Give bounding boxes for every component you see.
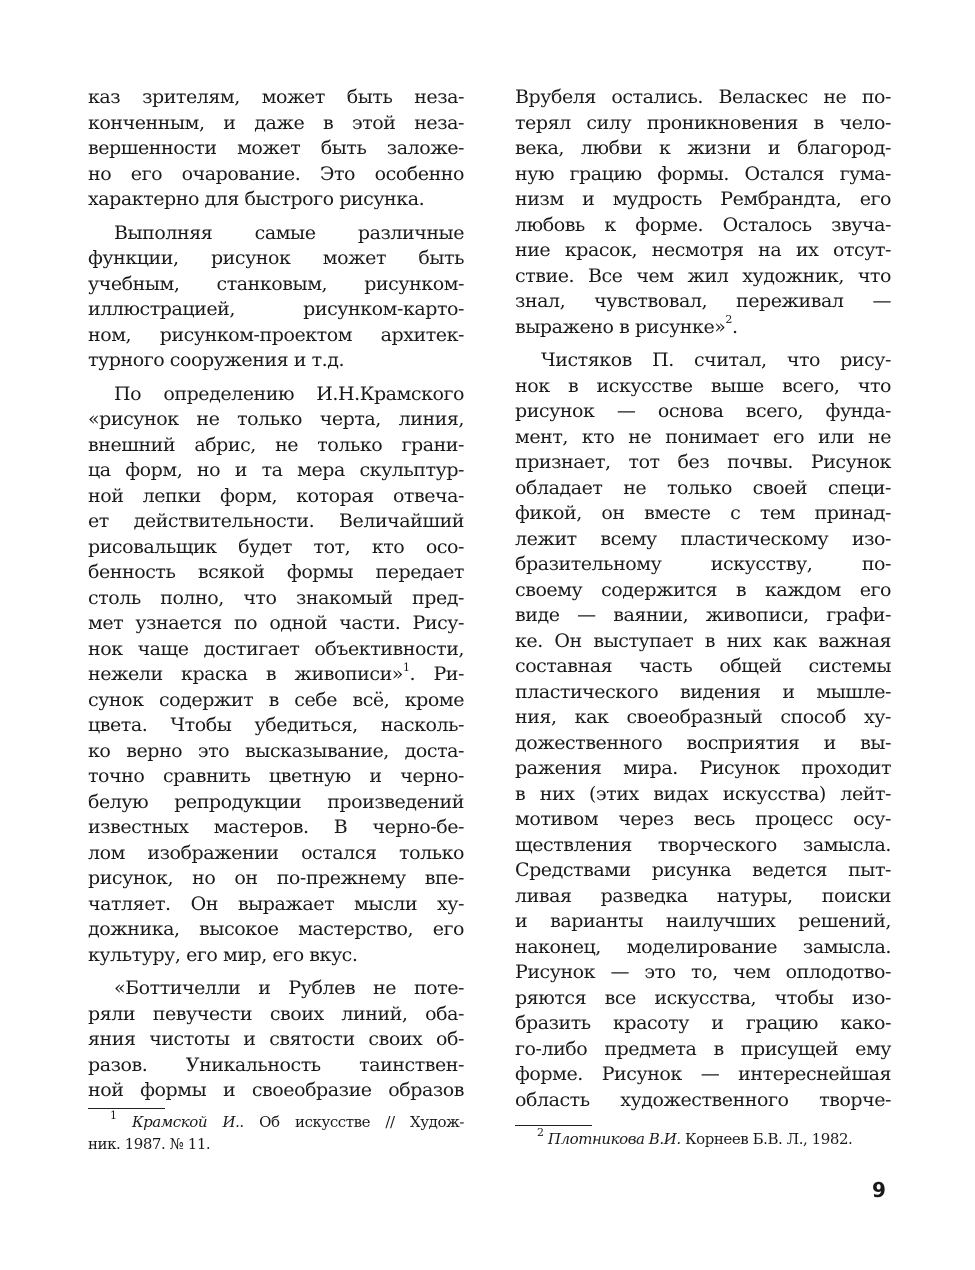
- footnote-text-line2: ник. 1987. № 11.: [88, 1135, 211, 1153]
- text-line: и варианты наилучших решений,: [515, 910, 891, 932]
- text-line: столь полно, что знакомый пред-: [88, 586, 464, 609]
- text-line: рисунок — основа всего, фунда-: [515, 400, 891, 422]
- footnote-text: . Об искусстве // Худож-: [239, 1113, 464, 1131]
- text-line: наконец, моделирование замысла.: [515, 935, 891, 958]
- text-line: ет действительности. Величайший: [88, 510, 464, 532]
- text-line: ной формы и своеобразие образов: [88, 1079, 464, 1101]
- text-line: ряются все искусства, чтобы изо-: [515, 986, 891, 1009]
- text-line: ражения мира. Рисунок проходит: [515, 757, 891, 779]
- left-text-column: [88, 85, 464, 1104]
- text-line: Рисунок — это то, чем оплодотво-: [515, 961, 891, 983]
- text-line: бразить красоту и грацию како-: [515, 1012, 891, 1034]
- text-line: чатляет. Он выражает мысли ху-: [88, 892, 464, 915]
- text-line: белую репродукции произведений: [88, 790, 464, 813]
- footnote-divider-right: [515, 1125, 592, 1126]
- text-line: внешний абрис, не только грани-: [88, 433, 464, 456]
- footnote-left: [88, 1111, 464, 1155]
- text-line: характерно для быстрого рисунка.: [88, 188, 425, 210]
- paragraph-gap: [88, 213, 464, 221]
- text-line: лом изображении остался только: [88, 841, 464, 864]
- text-line: конченным, и даже в этой неза-: [88, 111, 464, 134]
- paragraph-gap: [88, 374, 464, 382]
- paragraph-gap: [515, 340, 891, 348]
- text-line: терял силу проникновения в чело-: [515, 111, 891, 134]
- text-line: признает, тот без почвы. Рисунок: [515, 451, 891, 473]
- text-line: низм и мудрость Рембрандта, его: [515, 188, 891, 210]
- text-line: ние красок, несмотря на их отсут-: [515, 239, 891, 261]
- text-line: ную грацию формы. Остался гума-: [515, 162, 891, 185]
- text-line: своему содержится в каждом его: [515, 578, 891, 601]
- text-line: разов. Уникальность таинствен-: [88, 1053, 464, 1076]
- footnote-reference: 2: [725, 313, 732, 327]
- text-line: бразительному искусству, по-: [515, 553, 891, 575]
- text-line: рисовальщик будет тот, кто осо-: [88, 535, 464, 558]
- text-line: фикой, он вместе с тем принад-: [515, 502, 891, 524]
- text-line: По определению И.Н.Крамского: [114, 382, 464, 405]
- text-line: бенность всякой формы передает: [88, 561, 464, 583]
- text-line: го-либо предмета в присущей ему: [515, 1037, 891, 1060]
- right-text-column: [515, 85, 891, 1113]
- footnote-reference: 1: [402, 660, 410, 674]
- text-line: Средствами рисунка ведется пыт-: [515, 859, 891, 881]
- text-line: знал, чувствовал, переживал —: [515, 290, 891, 312]
- text-line: вершенности может быть заложе-: [88, 137, 464, 159]
- text-line: составная часть общей системы: [515, 655, 891, 677]
- text-line: форме. Рисунок — интереснейшая: [515, 1063, 891, 1085]
- text-line: выражено в рисунке»$^2$.: [515, 313, 738, 338]
- text-line: ке. Он выступает в них как важная: [515, 629, 891, 652]
- text-line: пластического видения и мышле-: [515, 680, 891, 703]
- text-line: обладает не только своей специ-: [515, 476, 891, 499]
- text-line: ществления творческого замысла.: [515, 833, 891, 856]
- text-line: культуру, его мир, его вкус.: [88, 943, 358, 966]
- paragraph-gap: [88, 968, 464, 976]
- text-line: ливая разведка натуры, поиски: [515, 884, 891, 907]
- text-line: в них (этих видах искусства) лейт-: [515, 782, 891, 805]
- text-line: нок чаще достигает объективности,: [88, 637, 464, 660]
- text-line: мотивом через весь процесс осу-: [515, 808, 891, 830]
- text-line: любовь к форме. Осталось звуча-: [515, 213, 891, 236]
- text-line: Чистяков П. считал, что рису-: [541, 349, 891, 371]
- text-line: иллюстрацией, рисунком-карто-: [88, 298, 464, 320]
- text-line: Выполняя самые различные: [114, 221, 464, 244]
- text-line: ствие. Все чем жил художник, что: [515, 264, 891, 287]
- text-line: мет узнается по одной части. Рису-: [88, 612, 464, 634]
- page-number: 9: [872, 1178, 886, 1202]
- footnote-divider-left: [88, 1108, 165, 1109]
- text-line: дожника, высокое мастерство, его: [88, 918, 464, 940]
- text-line: «Боттичелли и Рублев не поте-: [114, 977, 464, 999]
- text-line: каз зрителям, может быть неза-: [88, 86, 464, 108]
- text-line: дожественного восприятия и вы-: [515, 731, 891, 754]
- text-line: ния, как своеобразный способ ху-: [515, 706, 891, 728]
- footnote-marker: 2: [537, 1126, 544, 1139]
- text-line: нежели краска в живописи»$^1$. Ри-: [88, 660, 464, 685]
- text-line: Врубеля остались. Веласкес не по-: [515, 86, 891, 108]
- text-line: точно сравнить цветную и черно-: [88, 765, 464, 787]
- text-line: известных мастеров. В черно-бе-: [88, 816, 464, 838]
- text-line: нок в искусстве выше всего, что: [515, 374, 891, 397]
- footnote-right: [515, 1128, 891, 1150]
- text-line: рисунок, но он по-прежнему впе-: [88, 867, 464, 889]
- text-line: яния чистоты и святости своих об-: [88, 1028, 464, 1050]
- text-line: виде — ваянии, живописи, графи-: [515, 604, 891, 626]
- text-line: сунок содержит в себе всё, кроме: [88, 688, 464, 711]
- footnote-author: Плотникова В.И.: [547, 1130, 681, 1148]
- text-line: «рисунок не только черта, линия,: [88, 408, 464, 430]
- text-line: но его очарование. Это особенно: [88, 162, 464, 185]
- text-line: мент, кто не понимает его или не: [515, 425, 891, 448]
- text-line: область художественного творче-: [515, 1088, 891, 1111]
- text-line: турного сооружения и т.д.: [88, 349, 345, 371]
- text-line: века, любви к жизни и благород-: [515, 137, 891, 159]
- text-line: ной лепки форм, которая отвеча-: [88, 484, 464, 507]
- text-line: учебным, станковым, рисунком-: [88, 272, 464, 295]
- text-line: ца форм, но и та мера скульптур-: [88, 459, 464, 481]
- text-line: ном, рисунком-проектом архитек-: [88, 323, 464, 346]
- footnote-marker: 1: [110, 1109, 117, 1122]
- footnote-author: Крамской И.: [132, 1113, 240, 1131]
- text-line: ряли певучести своих линий, оба-: [88, 1002, 464, 1025]
- text-line: лежит всему пластическому изо-: [515, 527, 891, 550]
- text-line: ко верно это высказывание, доста-: [88, 739, 464, 762]
- text-line: функции, рисунок может быть: [88, 247, 464, 269]
- footnote-text: Корнеев Б.В. Л., 1982.: [680, 1130, 853, 1148]
- text-line: цвета. Чтобы убедиться, насколь-: [88, 714, 464, 736]
